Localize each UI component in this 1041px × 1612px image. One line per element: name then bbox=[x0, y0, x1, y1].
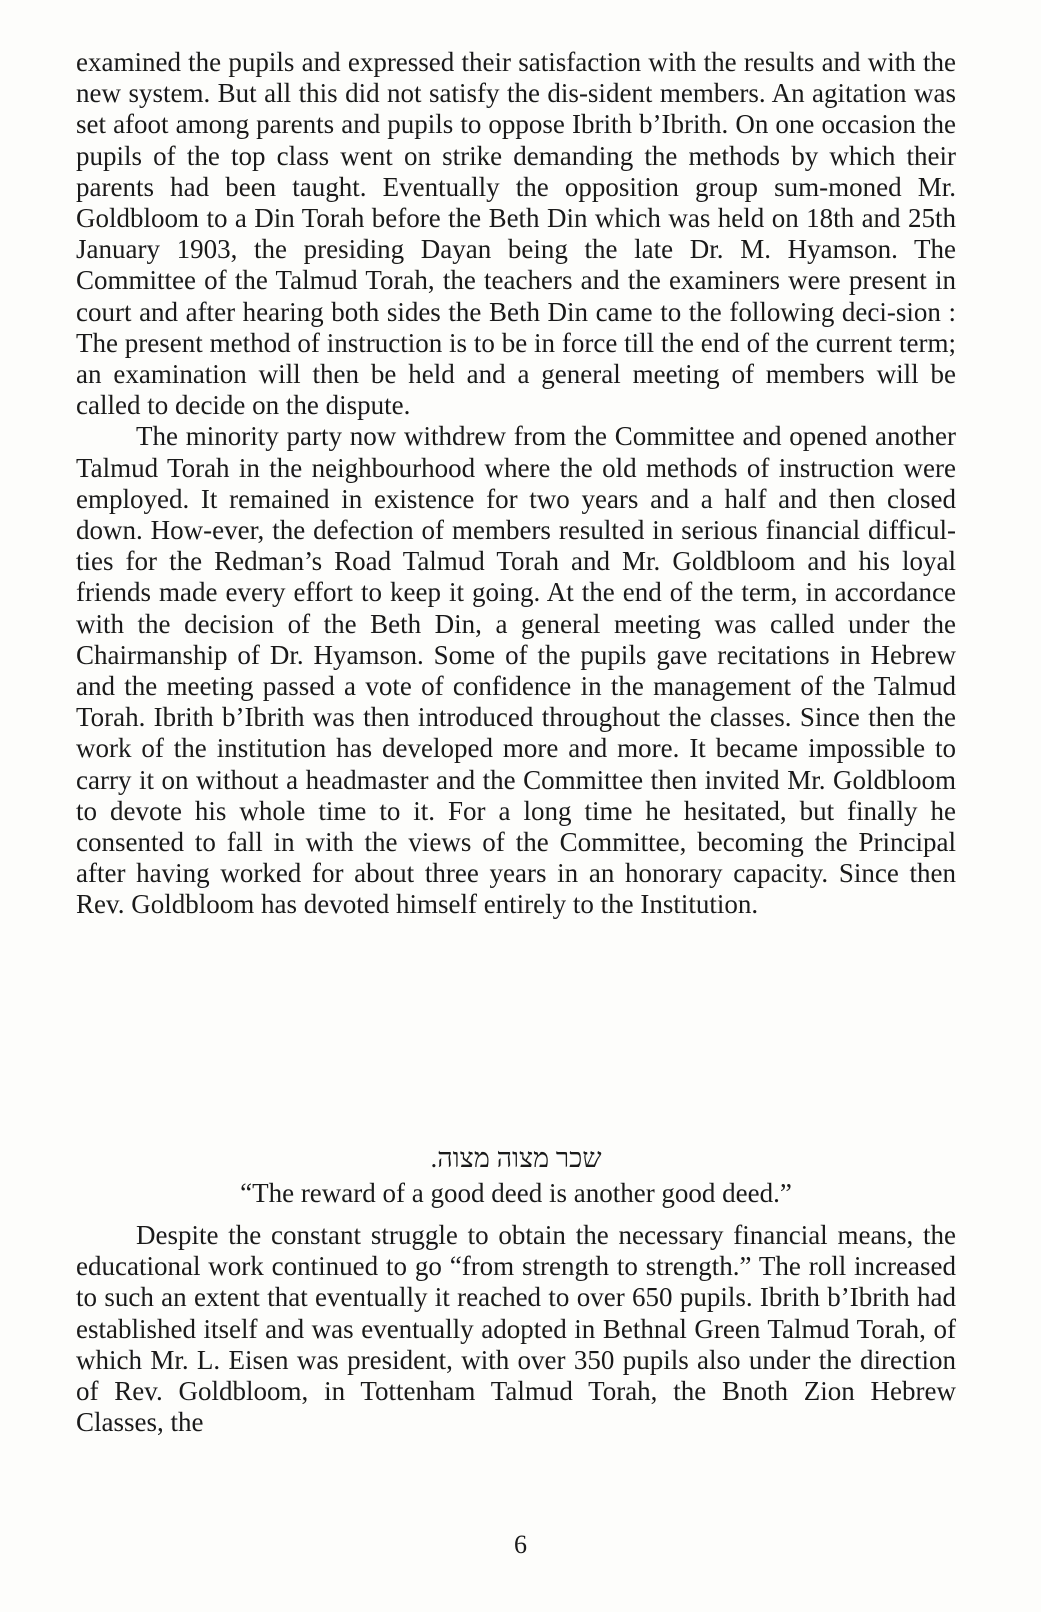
paragraph-despite-struggle: Despite the constant struggle to obtain the necessary financial means, the educational work continued to go “from strength to strength.” The roll increased to such an extent that eventually it reached to over 650 pupils. Ibrith b’Ibrith had established itself and was eventually adopted in Bethnal Green Talmud Torah, of which Mr. L. Eisen was president, with over 350 pupils also under the direction of Rev. Goldbloom, in Tottenham Talmud Torah, the Bnoth Zion Hebrew Classes, the bbox=[76, 1220, 956, 1438]
paragraph-beth-din: examined the pupils and expressed their satisfaction with the results and with the new system. But all this did not satisfy the dis-sident members. An agitation was set afoot among parents and pupils to oppose Ibrith b’Ibrith. On one occasion the pupils of the top class went on strike demanding the methods by which their parents had been taught. Eventually the opposition group sum-moned Mr. Goldbloom to a Din Torah before the Beth Din which was held on 18th and 25th January 1903, the presiding Dayan being the late Dr. M. Hyamson. The Committee of the Talmud Torah, the teachers and the examiners were present in court and after hearing both sides the Beth Din came to the following deci-sion : The present method of instruction is to be in force till the end of the current term; an examination will then be held and a general meeting of members will be called to decide on the dispute. bbox=[76, 47, 956, 421]
english-quote: “The reward of a good deed is another good deed.” bbox=[240, 1178, 792, 1208]
body-text-lower bbox=[76, 1220, 956, 1438]
body-text-upper bbox=[76, 47, 956, 921]
paragraph-minority-party: The minority party now withdrew from the Committee and opened another Talmud Torah in the neighbourhood where the old methods of instruction were employed. It remained in existence for two years and a half and then closed down. How-ever, the defection of members resulted in serious financial difficul-ties for the Redman’s Road Talmud Torah and Mr. Goldbloom and his loyal friends made every effort to keep it going. At the end of the term, in accordance with the decision of the Beth Din, a general meeting was called under the Chairmanship of Dr. Hyamson. Some of the pupils gave recitations in Hebrew and the meeting passed a vote of confidence in the management of the Talmud Torah. Ibrith b’Ibrith was then introduced throughout the classes. Since then the work of the institution has developed more and more. It became impossible to carry it on without a headmaster and the Committee then invited Mr. Goldbloom to devote his whole time to it. For a long time he hesitated, but finally he consented to fall in with the views of the Committee, becoming the Principal after having worked for about three years in an honorary capacity. Since then Rev. Goldbloom has devoted himself entirely to the Institution. bbox=[76, 421, 956, 920]
page-number: 6 bbox=[514, 1530, 527, 1559]
hebrew-quote: שכר מצוה מצוה. bbox=[430, 1143, 602, 1173]
